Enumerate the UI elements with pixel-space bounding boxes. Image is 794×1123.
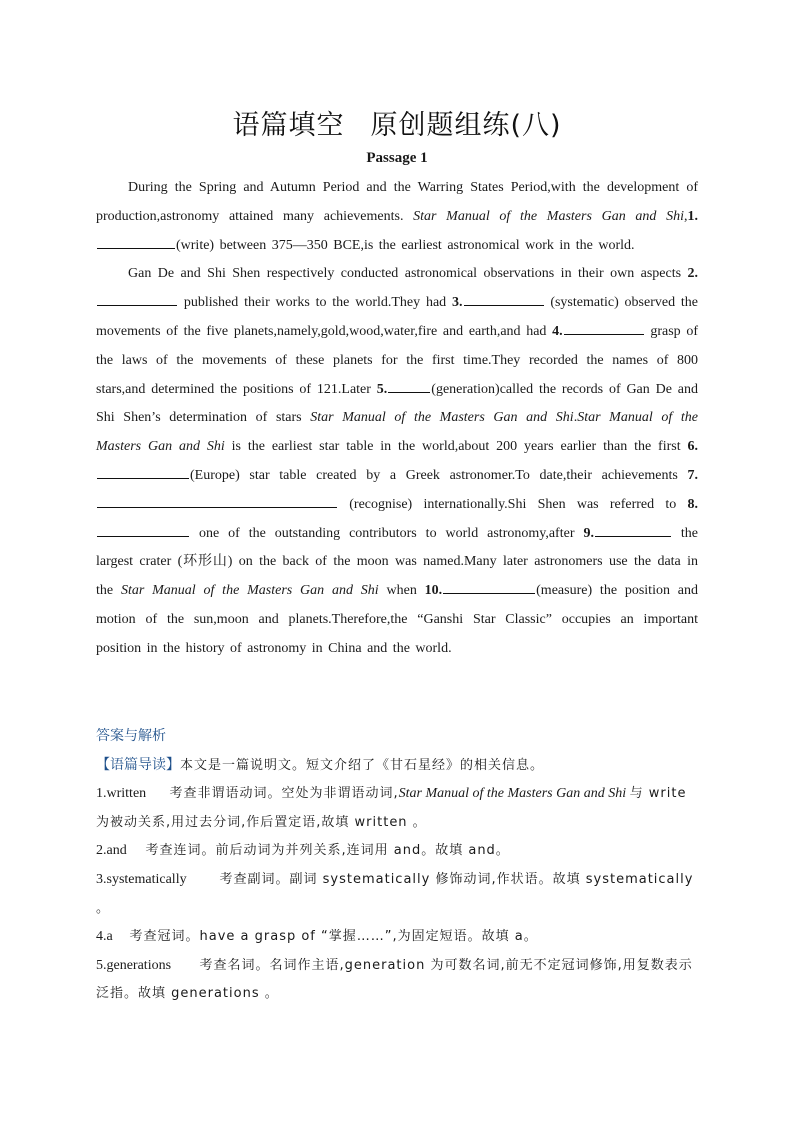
- answer-item-3: [96, 866, 698, 923]
- title-left: 语篇填空: [232, 110, 345, 141]
- blank-number-9: 9.: [583, 525, 594, 541]
- blank-4[interactable]: [564, 318, 644, 335]
- blank-number-8: 8.: [687, 496, 698, 512]
- text-run: Gan De and Shi Shen respectively conducted astronomical observations in their own aspects: [128, 266, 688, 282]
- text-run: (Europe) star table created by a Greek astronomer.To date,their achievements: [190, 467, 688, 483]
- text-run: (generation)called the records of Gan De and Shi Shen’s determination of stars: [96, 381, 698, 426]
- blank-1[interactable]: [97, 232, 175, 249]
- title-right: 原创题组练(八): [370, 110, 562, 141]
- answer-item-5: [96, 952, 698, 1009]
- explanation-text: 考查非谓语动词。空处为非谓语动词,: [169, 786, 399, 802]
- explanation-text: 考查名词。名词作主语,generation 为可数名词,前无不定冠词修饰,用复数表示泛指。故填 generations 。: [96, 957, 693, 1002]
- blank-10[interactable]: [443, 577, 535, 594]
- answer-item-1: [96, 780, 698, 837]
- answer-word: 3.systematically: [96, 871, 187, 887]
- blank-number-5: 5.: [376, 381, 388, 397]
- blank-3[interactable]: [464, 289, 544, 306]
- text-run: During the Spring and Autumn Period and the Warring States Period,with the development of production,astronomy attained many achievements.: [96, 180, 698, 224]
- paragraph-1: [96, 174, 698, 260]
- text-run: published their works to the world.They had: [178, 295, 452, 311]
- answers-section: [96, 722, 698, 1009]
- book-title: Star Manual of the Masters Gan and Shi: [96, 410, 698, 455]
- answer-word: 5.generations: [96, 957, 172, 973]
- text-run: (recognise) internationally.Shi Shen was referred to: [338, 496, 688, 512]
- page-title: [0, 103, 794, 142]
- text-run: (systematic) observed the movements of the five planets,namely,gold,wood,water,fire and earth,and had: [96, 295, 699, 339]
- blank-5[interactable]: [388, 376, 430, 393]
- book-title: Star Manual of the Masters Gan and Shi: [310, 410, 574, 426]
- blank-number-10: 10.: [424, 583, 443, 599]
- guide-label: 【语篇导读】: [96, 756, 180, 773]
- text-run: the largest crater (环形山) on the back of the moon was named.Many later astronomers use the data in the: [96, 525, 698, 599]
- text-run: .: [573, 410, 578, 426]
- reading-guide: [96, 751, 698, 781]
- blank-number-1: 1.: [687, 208, 698, 224]
- text-run: (measure) the position and motion of the sun,moon and planets.Therefore,the “Ganshi Star Classic” occupies an important position in the history of astronomy in China and the world.: [96, 583, 699, 656]
- blank-9[interactable]: [595, 520, 671, 537]
- book-title: Star Manual of the Masters Gan and Shi: [120, 583, 379, 599]
- blank-number-6: 6.: [687, 439, 698, 455]
- answer-word: 4.a: [96, 929, 113, 945]
- blank-number-7: 7.: [687, 467, 698, 483]
- blank-number-4: 4.: [552, 323, 563, 339]
- answer-item-4: [96, 923, 698, 952]
- text-run: is the earliest star table in the world,about 200 years earlier than the first: [224, 439, 688, 455]
- answer-item-2: [96, 837, 698, 866]
- text-run: when: [378, 583, 425, 599]
- blank-7[interactable]: [97, 491, 337, 508]
- explanation-text: 考查副词。副词 systematically 修饰动词,作状语。故填 systematically 。: [96, 871, 694, 916]
- passage-subtitle: Passage 1: [366, 150, 428, 166]
- answer-word: 1.written: [96, 786, 147, 802]
- answers-heading: 答案与解析: [96, 728, 166, 744]
- explanation-text: 考查连词。前后动词为并列关系,连词用 and。故填 and。: [145, 843, 510, 859]
- text-run: grasp of the laws of the movements of these planets for the first time.They recorded the names of 800 stars,and determined the positions of 121.Later: [96, 323, 698, 397]
- paragraph-2: [96, 260, 698, 663]
- book-title: Star Manual of the Masters Gan and Shi: [398, 786, 627, 802]
- answer-word: 2.and: [96, 843, 127, 859]
- book-title: Star Manual of the Masters Gan and Shi: [413, 208, 684, 224]
- text-run: one of the outstanding contributors to world astronomy,after: [190, 525, 584, 541]
- text-run: ,: [684, 208, 688, 224]
- explanation-text: 与 write 为被动关系,用过去分词,作后置定语,故填 written 。: [96, 786, 687, 830]
- blank-8[interactable]: [97, 520, 189, 537]
- explanation-text: 考查冠词。have a grasp of “掌握……”,为固定短语。故填 a。: [129, 929, 538, 945]
- blank-number-2: 2.: [687, 266, 698, 282]
- blank-2[interactable]: [97, 289, 177, 306]
- guide-text: 本文是一篇说明文。短文介绍了《甘石星经》的相关信息。: [180, 757, 545, 773]
- passage-body: [96, 174, 698, 664]
- blank-6[interactable]: [97, 462, 189, 479]
- text-run: (write) between 375—350 BCE,is the earliest astronomical work in the world.: [176, 237, 635, 253]
- blank-number-3: 3.: [452, 295, 463, 311]
